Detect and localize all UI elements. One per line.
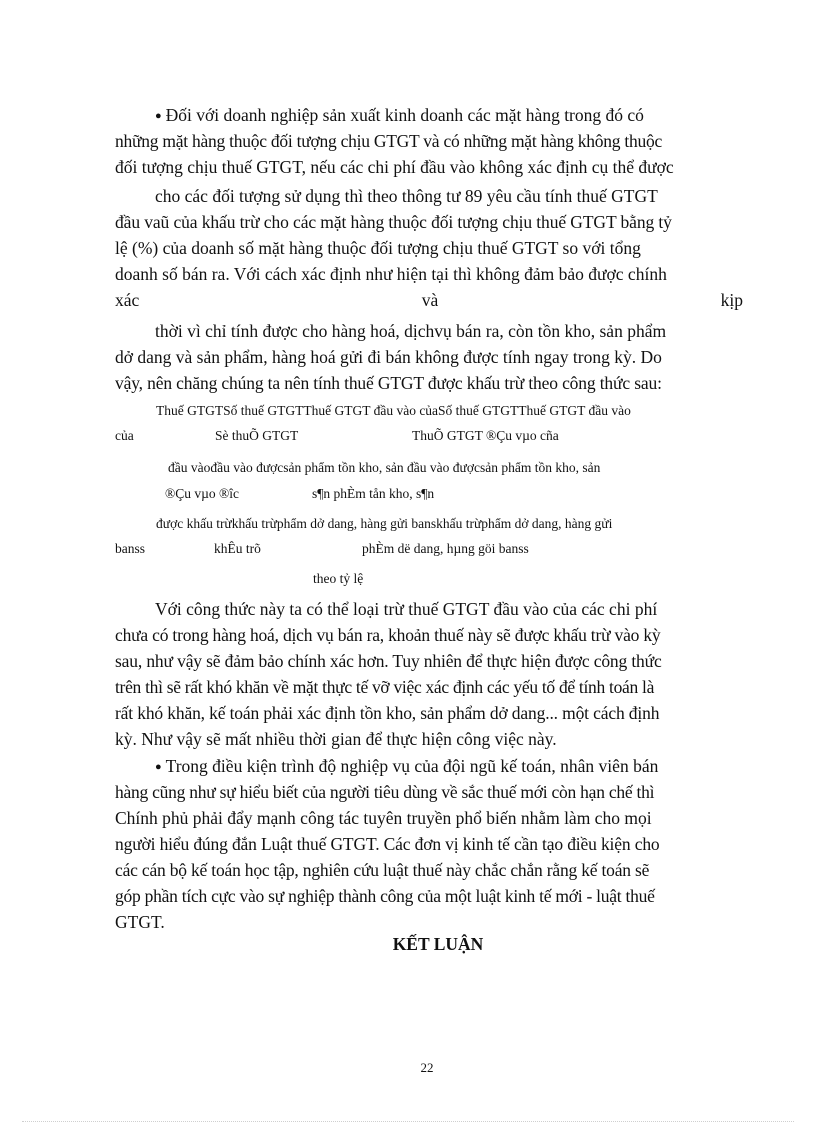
para1-line3: đối tượng chịu thuế GTGT, nếu các chi phí đầu vào không xác định cụ thể được (115, 157, 674, 177)
para5-line7: GTGT. (115, 912, 165, 932)
formula-row6-khau-tru: khÊu trõ (214, 541, 261, 556)
word-va: và (421, 290, 439, 310)
para5-line5: các cán bộ kế toán học tập, nghiên cứu luật thuế này chắc chắn rằng kế toán sẽ (115, 860, 650, 880)
para5-line2: hàng cũng như sự hiểu biết của người tiêu dùng về sắc thuế mới còn hạn chế thì (115, 782, 655, 802)
formula-row2-thue-dau-vao: ThuÕ GTGT ®Çu vµo cña (412, 428, 559, 443)
para5-line6: góp phần tích cực vào sự nghiệp thành công của một luật kinh tế mới - luật thuế (115, 886, 655, 906)
para4-line4: trên thì sẽ rất khó khăn về mặt thực tế vỡ việc xác định các yếu tố để tính toán là (115, 677, 655, 697)
formula-row6-banss: banss (115, 541, 145, 556)
para2-line2: đầu vaũ của khấu trừ cho các mặt hàng thuộc đối tượng chịu thuế GTGT bằng tỷ (115, 212, 672, 232)
para5-line3: Chính phủ phải đẩy mạnh công tác tuyên truyền phổ biến nhằm làm cho mọi (115, 808, 652, 828)
para4-line2: chưa có trong hàng hoá, dịch vụ bán ra, khoản thuế này sẽ được khấu trừ vào kỳ (115, 625, 661, 645)
formula-row2-cua: của (115, 428, 134, 443)
para3-line2: dở dang và sản phẩm, hàng hoá gửi đi bán không được tính ngay trong kỳ. Do (115, 347, 662, 367)
formula-row5: được khấu trừkhấu trừphẩm dở dang, hàng gửi banskhấu trừphẩm dở dang, hàng gửi (156, 516, 613, 531)
para5-line1: ● Trong điều kiện trình độ nghiệp vụ của đội ngũ kế toán, nhân viên bán (155, 756, 659, 776)
para3-line1: thời vì chỉ tính được cho hàng hoá, dịchvụ bán ra, còn tồn kho, sản phẩm (155, 321, 667, 341)
word-kip: kịp (720, 290, 743, 310)
section-heading: KẾT LUẬN (392, 934, 484, 954)
para2-line3: lệ (%) của doanh số mặt hàng thuộc đối tượng chịu thuế GTGT so với tổng (115, 238, 641, 258)
para2-line1: cho các đối tượng sử dụng thì theo thông tư 89 yêu cầu tính thuế GTGT (155, 186, 658, 206)
formula-row6-pham-do-dang: phÈm dë dang, hµng göi banss (362, 541, 529, 556)
bullet-icon: ● (155, 761, 162, 773)
formula-row2-so-thue: Sè thuÕ GTGT (215, 428, 299, 443)
formula-row4-dau-vao: ®Çu vµo ®îc (165, 486, 240, 501)
formula-row3: đầu vàođầu vào đượcsản phẩm tồn kho, sản đầu vào đượcsản phẩm tồn kho, sản (168, 460, 601, 475)
para1-line1 (155, 102, 743, 131)
para3-line3: vậy, nên chăng chúng ta nên tính thuế GTGT được khấu trừ theo công thức sau: (115, 373, 662, 393)
para4-line6: kỳ. Như vậy sẽ mất nhiều thời gian để thực hiện công việc này. (115, 729, 557, 749)
word-xac: xác (115, 290, 140, 310)
formula-row1: Thuế GTGTSố thuế GTGTThuế GTGT đầu vào củaSố thuế GTGTThuế GTGT đầu vào (156, 403, 631, 418)
formula-row7: theo tỷ lệ (313, 571, 364, 586)
page-border-dotted (22, 1121, 794, 1122)
para4-line5: rất khó khăn, kế toán phải xác định tồn kho, sản phẩm dở dang... một cách định (115, 703, 660, 723)
bullet-icon: ● Đối với doanh nghiệp sản xuất kinh doanh các mặt hàng trong đó có (155, 105, 644, 125)
page-number: 22 (420, 1060, 434, 1075)
para4-line1: Với công thức này ta có thể loại trừ thuế GTGT đầu vào của các chi phí (155, 599, 658, 619)
para2-line5 (115, 287, 743, 313)
para4-line3: sau, như vậy sẽ đảm bảo chính xác hơn. Tuy nhiên để thực hiện được công thức (115, 651, 662, 671)
para5-line4: người hiểu đúng đắn Luật thuế GTGT. Các đơn vị kinh tế cần tạo điều kiện cho (115, 834, 660, 854)
formula-row4-san-pham: s¶n phÈm tån kho, s¶n (312, 486, 435, 501)
para2-line4: doanh số bán ra. Với cách xác định như hiện tại thì không đảm bảo được chính (115, 264, 667, 284)
para1-line2: những mặt hàng thuộc đối tượng chịu GTGT và có những mặt hàng không thuộc (115, 131, 662, 151)
